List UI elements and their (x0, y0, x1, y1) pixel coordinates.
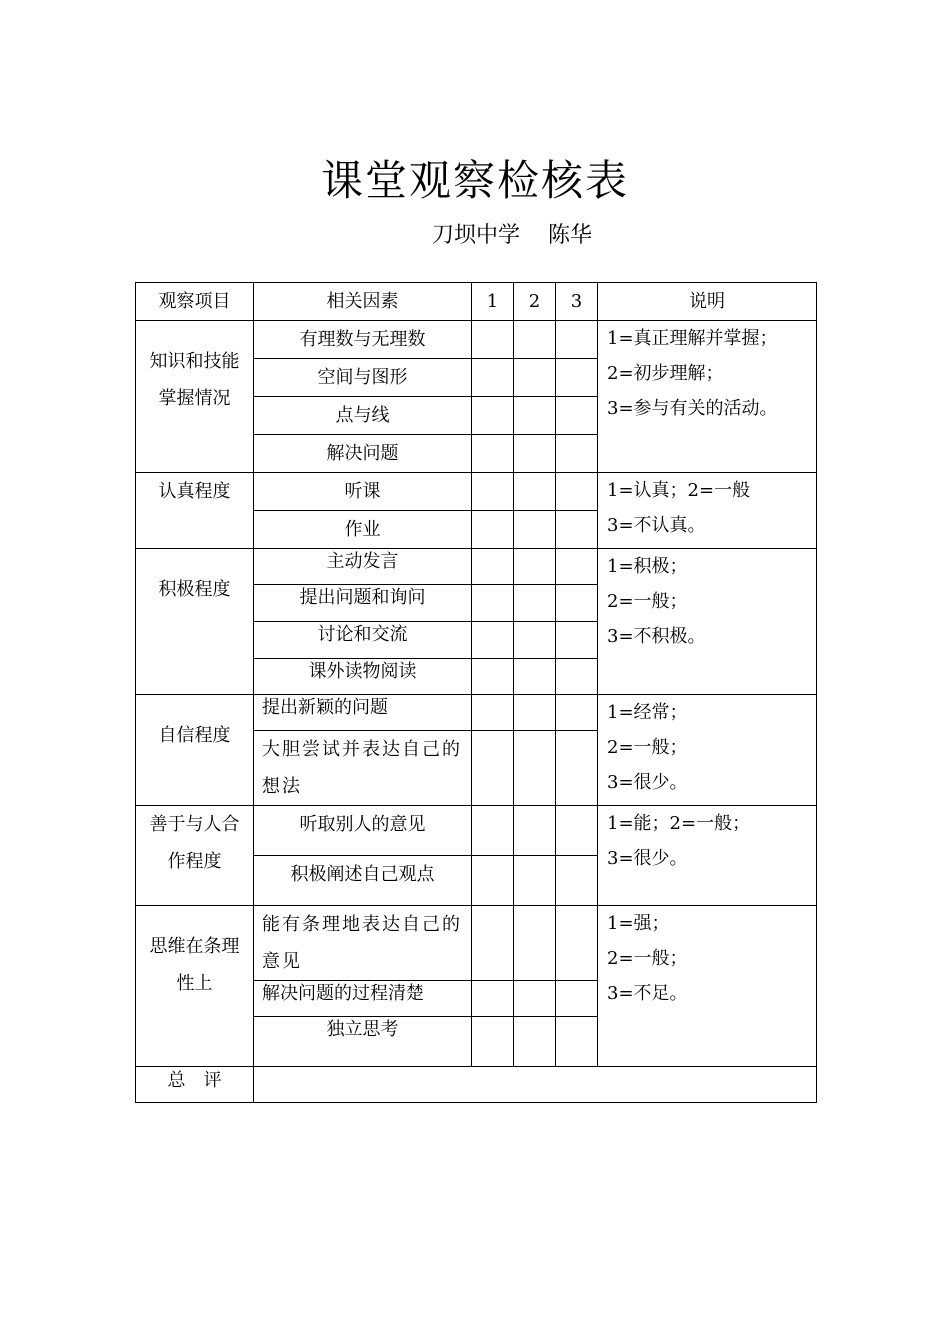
rating-cell-1[interactable] (472, 511, 514, 549)
category-line: 性上 (176, 973, 213, 994)
table-row (136, 473, 817, 511)
note-line: 1=真正理解并掌握； (607, 328, 778, 349)
rating-cell-3[interactable] (556, 856, 598, 906)
rating-cell-3[interactable] (556, 695, 598, 731)
rating-cell-2[interactable] (514, 1017, 556, 1067)
factor-cell: 讨论和交流 (254, 622, 472, 659)
rating-cell-3[interactable] (556, 806, 598, 856)
factor-line: 大胆尝试并表达自己的 (262, 739, 462, 760)
page-title: 课堂观察检核表 (320, 156, 629, 205)
note-line: 3=很少。 (607, 848, 688, 869)
rating-cell-1[interactable] (472, 321, 514, 359)
rating-cell-2[interactable] (514, 435, 556, 473)
category-line: 掌握情况 (158, 388, 231, 409)
factor-cell: 听取别人的意见 (254, 806, 472, 856)
rating-cell-1[interactable] (472, 856, 514, 906)
header-factor: 相关因素 (254, 283, 472, 321)
rating-cell-2[interactable] (514, 806, 556, 856)
rating-cell-2[interactable] (514, 981, 556, 1017)
note-line: 1=经常； (607, 702, 688, 723)
rating-cell-3[interactable] (556, 659, 598, 695)
table-row (136, 695, 817, 731)
factor-cell: 有理数与无理数 (254, 321, 472, 359)
note-cell (598, 695, 817, 806)
rating-cell-1[interactable] (472, 1017, 514, 1067)
observation-table (135, 282, 817, 1103)
note-line: 1=强； (607, 913, 670, 934)
rating-cell-3[interactable] (556, 622, 598, 659)
note-line: 2=初步理解； (607, 363, 724, 384)
header-item: 观察项目 (136, 283, 254, 321)
category-cell: 认真程度 (136, 473, 254, 549)
rating-cell-3[interactable] (556, 473, 598, 511)
factor-cell (254, 731, 472, 806)
note-line: 3=很少。 (607, 772, 688, 793)
note-line: 3=不积极。 (607, 626, 706, 647)
category-line: 作程度 (167, 851, 222, 872)
rating-cell-1[interactable] (472, 906, 514, 981)
factor-cell: 解决问题的过程清楚 (254, 981, 472, 1017)
rating-cell-3[interactable] (556, 585, 598, 622)
note-cell (598, 906, 817, 1067)
factor-cell: 积极阐述自己观点 (254, 856, 472, 906)
factor-cell: 解决问题 (254, 435, 472, 473)
note-line: 2=一般； (607, 948, 688, 969)
factor-cell (254, 906, 472, 981)
header-note: 说明 (598, 283, 817, 321)
table-row (136, 806, 817, 856)
rating-cell-2[interactable] (514, 856, 556, 906)
rating-cell-1[interactable] (472, 622, 514, 659)
rating-cell-2[interactable] (514, 549, 556, 585)
factor-line: 意见 (262, 951, 302, 972)
summary-row (136, 1067, 817, 1103)
factor-cell: 空间与图形 (254, 359, 472, 397)
author-line: 刀坝中学 陈华 (432, 223, 592, 248)
rating-cell-1[interactable] (472, 659, 514, 695)
category-cell: 积极程度 (136, 549, 254, 695)
category-line: 思维在条理 (149, 936, 240, 957)
rating-cell-2[interactable] (514, 731, 556, 806)
rating-cell-1[interactable] (472, 435, 514, 473)
note-line: 1=认真；2=一般 (607, 480, 751, 501)
note-line: 3=不足。 (607, 983, 688, 1004)
factor-cell: 主动发言 (254, 549, 472, 585)
rating-cell-3[interactable] (556, 397, 598, 435)
summary-input[interactable] (254, 1067, 817, 1103)
rating-cell-2[interactable] (514, 511, 556, 549)
category-line: 善于与人合 (149, 814, 240, 835)
rating-cell-2[interactable] (514, 321, 556, 359)
factor-cell: 课外读物阅读 (254, 659, 472, 695)
rating-cell-1[interactable] (472, 731, 514, 806)
summary-label: 总 评 (136, 1067, 254, 1103)
rating-cell-1[interactable] (472, 981, 514, 1017)
table-row (136, 321, 817, 359)
rating-cell-3[interactable] (556, 435, 598, 473)
rating-cell-1[interactable] (472, 695, 514, 731)
rating-cell-3[interactable] (556, 906, 598, 981)
header-col-2: 2 (514, 283, 556, 321)
rating-cell-1[interactable] (472, 473, 514, 511)
rating-cell-2[interactable] (514, 695, 556, 731)
note-line: 3=参与有关的活动。 (607, 398, 778, 419)
rating-cell-3[interactable] (556, 359, 598, 397)
rating-cell-2[interactable] (514, 473, 556, 511)
rating-cell-3[interactable] (556, 549, 598, 585)
category-line: 知识和技能 (149, 351, 240, 372)
note-cell (598, 473, 817, 549)
rating-cell-3[interactable] (556, 321, 598, 359)
category-cell: 自信程度 (136, 695, 254, 806)
factor-line: 能有条理地表达自己的 (262, 914, 462, 935)
rating-cell-1[interactable] (472, 397, 514, 435)
note-cell (598, 321, 817, 473)
note-line: 2=一般； (607, 591, 688, 612)
note-cell (598, 549, 817, 695)
note-line: 3=不认真。 (607, 515, 706, 536)
rating-cell-3[interactable] (556, 511, 598, 549)
rating-cell-2[interactable] (514, 359, 556, 397)
factor-cell: 提出新颖的问题 (254, 695, 472, 731)
rating-cell-1[interactable] (472, 359, 514, 397)
rating-cell-2[interactable] (514, 585, 556, 622)
rating-cell-1[interactable] (472, 585, 514, 622)
rating-cell-3[interactable] (556, 1017, 598, 1067)
rating-cell-2[interactable] (514, 659, 556, 695)
category-cell (136, 906, 254, 1067)
note-line: 1=能；2=一般； (607, 813, 751, 834)
rating-cell-2[interactable] (514, 622, 556, 659)
rating-cell-3[interactable] (556, 731, 598, 806)
factor-line: 想法 (262, 776, 302, 797)
note-line: 1=积极； (607, 556, 688, 577)
factor-cell: 提出问题和询问 (254, 585, 472, 622)
factor-cell: 独立思考 (254, 1017, 472, 1067)
factor-cell: 作业 (254, 511, 472, 549)
table-row (136, 906, 817, 981)
header-col-3: 3 (556, 283, 598, 321)
factor-cell: 听课 (254, 473, 472, 511)
header-row (136, 283, 817, 321)
rating-cell-1[interactable] (472, 549, 514, 585)
rating-cell-1[interactable] (472, 806, 514, 856)
table-row (136, 549, 817, 585)
header-col-1: 1 (472, 283, 514, 321)
rating-cell-2[interactable] (514, 906, 556, 981)
rating-cell-2[interactable] (514, 397, 556, 435)
category-cell (136, 321, 254, 473)
factor-cell: 点与线 (254, 397, 472, 435)
rating-cell-3[interactable] (556, 981, 598, 1017)
category-cell (136, 806, 254, 906)
note-line: 2=一般； (607, 737, 688, 758)
note-cell (598, 806, 817, 906)
